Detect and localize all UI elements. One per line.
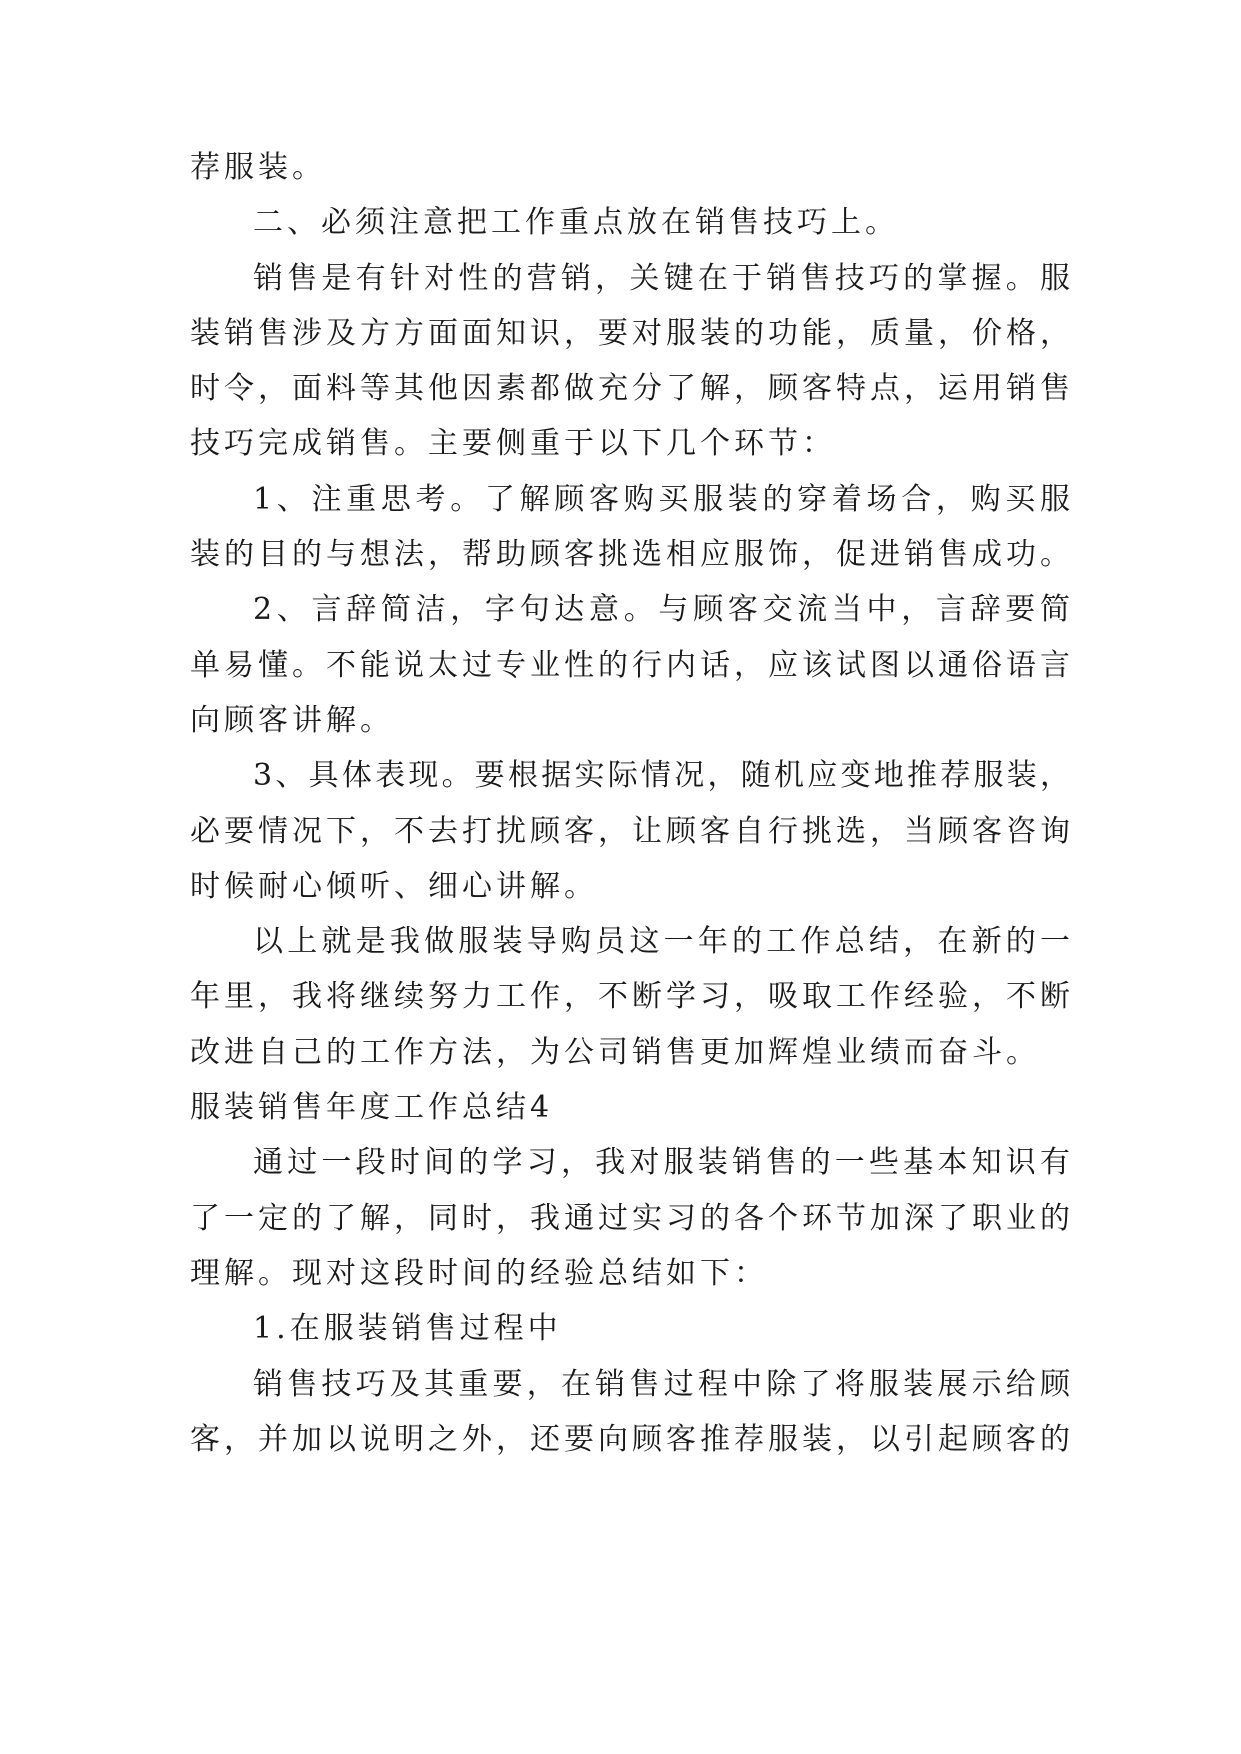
text-line: 时候耐心倾听、细心讲解。	[190, 869, 598, 904]
text-line: 理解。现对这段时间的经验总结如下：	[190, 1256, 768, 1291]
text-line: 向顾客讲解。	[190, 703, 394, 738]
text-line: 改进自己的工作方法，为公司销售更加辉煌业绩而奋斗。	[190, 1035, 1040, 1070]
text-line: 年里，我将继续努力工作，不断学习，吸取工作经验，不断	[190, 979, 1070, 1014]
text-line: 装销售涉及方方面面知识，要对服装的功能，质量，价格，	[190, 316, 1070, 351]
text-line: 荐服装。	[190, 150, 326, 185]
text-line: 时令，面料等其他因素都做充分了解，顾客特点，运用销售	[190, 371, 1070, 406]
text-line: 销售是有针对性的营销，关键在于销售技巧的掌握。服	[253, 261, 1070, 296]
text-line: 通过一段时间的学习，我对服装销售的一些基本知识有	[253, 1145, 1070, 1180]
text-line: 以上就是我做服装导购员这一年的工作总结，在新的一	[253, 924, 1070, 959]
section-heading: 二、必须注意把工作重点放在销售技巧上。	[253, 205, 899, 240]
text-line: 3、具体表现。要根据实际情况，随机应变地推荐服装，	[253, 758, 1070, 793]
text-line: 技巧完成销售。主要侧重于以下几个环节：	[190, 426, 836, 461]
text-line: 1、注重思考。了解顾客购买服装的穿着场合，购买服	[253, 482, 1070, 517]
text-line: 客，并加以说明之外，还要向顾客推荐服装，以引起顾客的	[190, 1422, 1070, 1457]
text-line: 单易懂。不能说太过专业性的行内话，应该试图以通俗语言	[190, 648, 1070, 683]
text-line: 了一定的了解，同时，我通过实习的各个环节加深了职业的	[190, 1201, 1070, 1236]
text-line: 销售技巧及其重要，在销售过程中除了将服装展示给顾	[253, 1367, 1070, 1402]
text-line: 必要情况下，不去打扰顾客，让顾客自行挑选，当顾客咨询	[190, 814, 1070, 849]
section-title: 服装销售年度工作总结4	[190, 1090, 554, 1125]
text-line: 装的目的与想法，帮助顾客挑选相应服饰，促进销售成功。	[190, 537, 1070, 572]
sub-heading: 1.在服装销售过程中	[253, 1311, 562, 1346]
text-line: 2、言辞简洁，字句达意。与顾客交流当中，言辞要简	[253, 592, 1070, 627]
